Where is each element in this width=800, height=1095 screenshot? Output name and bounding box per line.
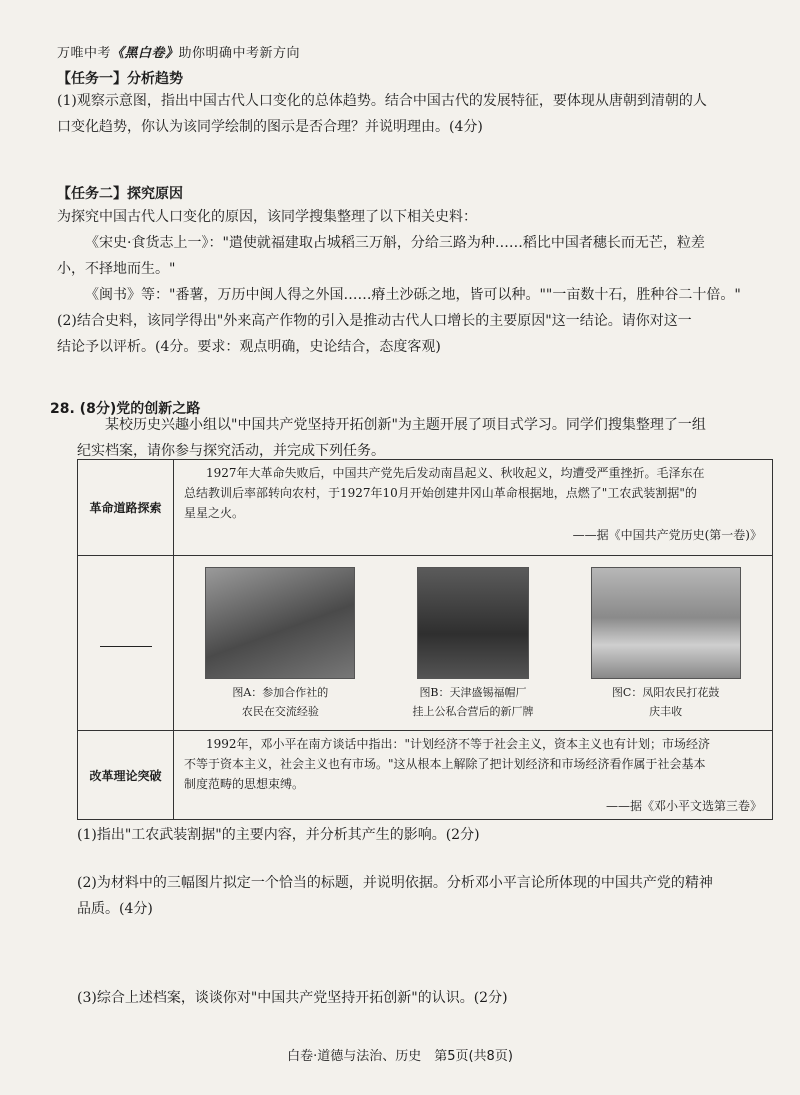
photo-b-image xyxy=(417,567,529,679)
table-row xyxy=(78,731,773,820)
photo-caption: 图A：参加合作社的 xyxy=(232,686,329,699)
photo-c xyxy=(591,567,741,721)
source-quote-line: 小，不择地而生。" xyxy=(57,261,176,277)
header-brand: 《黑白卷》 xyxy=(111,46,179,61)
photo-caption: 挂上公私合营后的新厂牌 xyxy=(412,705,534,718)
q28-sub2 xyxy=(77,870,713,922)
q28-sub3: (3)综合上述档案，谈谈你对"中国共产党坚持开拓创新"的认识。(2分) xyxy=(77,990,508,1006)
photo-a xyxy=(205,567,355,721)
row-label-revolution: 革命道路探索 xyxy=(78,460,174,556)
task2-title: 【任务二】探究原因 xyxy=(57,186,183,202)
q28-intro xyxy=(77,412,706,464)
photo-caption: 图C：凤阳农民打花鼓 xyxy=(611,686,720,699)
q28-title: 28. (8分)党的创新之路 xyxy=(50,401,201,417)
content-line: 不等于资本主义，社会主义也有市场。"这从根本上解除了把计划经济和市场经济看作属于社会基本 xyxy=(184,757,706,771)
content-line: 1927年大革命失败后，中国共产党先后发动南昌起义、秋收起义，均遭受严重挫折。毛泽东在 xyxy=(206,466,705,480)
content-line: 1992年，邓小平在南方谈话中指出："计划经济不等于社会主义，资本主义也有计划；市场经济 xyxy=(206,737,711,751)
q28-intro-line: 某校历史兴趣小组以"中国共产党坚持开拓创新"为主题开展了项目式学习。同学们搜集整理了一组 xyxy=(105,417,706,433)
photo-b xyxy=(398,567,548,721)
task1-title: 【任务一】分析趋势 xyxy=(57,71,183,87)
q28-sub1: (1)指出"工农武装割据"的主要内容，并分析其产生的影响。(2分) xyxy=(77,827,480,843)
task2-q-line: 结论予以评析。(4分。要求：观点明确，史论结合，态度客观) xyxy=(57,339,441,355)
row-label-reform: 改革理论突破 xyxy=(78,731,174,820)
photo-caption: 庆丰收 xyxy=(649,705,683,718)
content-line: 星星之火。 xyxy=(184,506,245,520)
task2-intro: 为探究中国古代人口变化的原因，该同学搜集整理了以下相关史料： xyxy=(57,209,477,225)
table-row xyxy=(78,460,773,556)
photo-caption: 图B：天津盛锡福帽厂 xyxy=(419,686,527,699)
photo-a-image xyxy=(205,567,355,679)
header-suffix: 助你明确中考新方向 xyxy=(178,46,301,61)
source-citation: ——据《邓小平文选第三卷》 xyxy=(605,799,762,813)
task1-q-line: 口变化趋势，你认为该同学绘制的图示是否合理？并说明理由。(4分) xyxy=(57,119,483,135)
task2-q-line: (2)结合史料，该同学得出"外来高产作物的引入是推动古代人口增长的主要原因"这一结论。请你对这一 xyxy=(57,313,692,329)
content-line: 总结教训后率部转向农村，于1927年10月开始创建井冈山革命根据地，点燃了"工农武装割据"的 xyxy=(184,486,697,500)
q28-sub2-line: (2)为材料中的三幅图片拟定一个恰当的标题，并说明依据。分析邓小平言论所体现的中国共产党的精神 xyxy=(77,875,713,891)
row-content-photos xyxy=(174,556,773,731)
archive-table xyxy=(77,459,773,820)
content-line: 制度范畴的思想束缚。 xyxy=(184,777,305,791)
q28-intro-line: 纪实档案，请你参与探究活动，并完成下列任务。 xyxy=(77,443,385,459)
photo-c-image xyxy=(591,567,741,679)
source-citation: ——据《中国共产党历史(第一卷)》 xyxy=(572,528,762,542)
source-quote-line: 《宋史·食货志上一》："遣使就福建取占城稻三万斛，分给三路为种……稻比中国者穗长而无芒，粒差 xyxy=(85,235,705,251)
photo-caption: 农民在交流经验 xyxy=(241,705,319,718)
row-content-revolution xyxy=(174,460,773,556)
task2-body xyxy=(57,204,741,360)
page-header xyxy=(57,42,300,61)
row-content-reform xyxy=(174,731,773,820)
task1-q-line: (1)观察示意图，指出中国古代人口变化的总体趋势。结合中国古代的发展特征，要体现从唐朝到清朝的人 xyxy=(57,93,707,109)
header-prefix: 万唯中考 xyxy=(57,46,112,61)
row-label-blank xyxy=(78,556,174,731)
source-quote-line: 《闽书》等："番薯，万历中闽人得之外国……瘠土沙砾之地，皆可以种。""一亩数十石，胜种谷二十倍。" xyxy=(85,287,741,303)
photo-group xyxy=(184,559,762,721)
table-row xyxy=(78,556,773,731)
task1-question xyxy=(57,88,707,140)
page-footer: 白卷·道德与法治、历史 第5页(共8页) xyxy=(287,1049,513,1064)
blank-line xyxy=(100,646,152,647)
q28-sub2-line: 品质。(4分) xyxy=(77,901,153,917)
